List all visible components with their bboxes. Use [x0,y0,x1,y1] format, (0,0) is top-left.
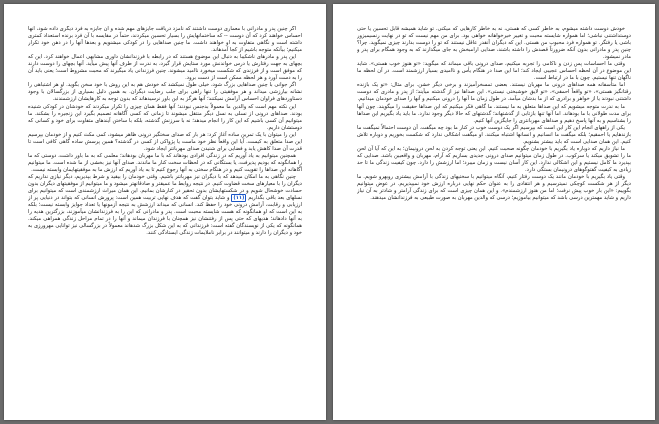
paragraph: ما نیاز داریم که دوباره یاد بگیریم با خودمان چگونه صحبت کنیم. این یعنی توجه کردن به لحن درونیمان؛ به این که آیا آن لحن ما را تشویق میکند یا سرکوب. در طول زمان میتوانیم صدای درونی جدیدی بسازیم که آرام، مهربان و واقعبین باشد. صدایی که بپذیرد ما کامل نیستیم و این اشکالی ندارد. این کار آسان نیست و زمان میبرد؛ اما ارزشش را دارد. چون کیفیت زندگی ما تا حد زیادی به کیفیت گفتوگوهای درونیمان بستگی دارد. [357,145,631,173]
right-page [333,4,655,420]
closing-line: فرزندانی که به این شکل بزرگ شدهاند معمولاً در بزرگسالی نیز توانایی مهرورزی به خود و دیگران را دارند و میتوانند در برابر ناملایمات زندگی ایستادگی کنند. [28,223,302,237]
left-page-text-column [28,26,302,410]
paragraph: اگر چنین پدر و مادرانی با معماری دوست داشتند که نامزد دریافت جایزهای مهم شده و آن جایزه به فرد دیگری داده شود، آنها احساس خواهند کرد که آن دوست -- که ساختمانهایش را بسیار تحسین میکردند، حتماً در مقایسه با آن فرد برنده استعداد کمتری داشته است و نگاهی متفاوت به او خواهند داشت. ما چنین صداهایی را در کودکی میشنویم و بعدها آنها را در ذهن خود تکرار میکنیم؛ بیآنکه متوجه باشیم از کجا آمدهاند. [28,26,302,54]
paragraph: وقتی یاد بگیریم با خودمان مانند یک دوست رفتار کنیم، آنگاه میتوانیم با سختیهای زندگی با آرامش بیشتری روبهرو شویم. ما دیگر از هر شکست کوچکی نمیترسیم و هر انتقادی را به عنوان حکم نهایی درباره ارزش خود نمیپذیریم. در عوض میتوانیم بگوییم: «این بار خوب پیش نرفت؛ اما من هنوز ارزشمندم». و این همان چیزی است که برای زندگی آرامتر و شادتر به آن نیاز داریم و شاید مهمترین درسی باشد که میتوانیم بیاموزیم؛ درسی که والدین مهربان به صورت طبیعی به فرزندانشان میدهند. [357,173,631,202]
paragraph: وقتی ما احساسات پس زدن و ناکامی را تجربه میکنیم، صدای درونی باقی میماند که میگوید: «تو هنوز خوب هستی». شاید این موضوع در آن لحظه احساس عجیبی ایجاد کند؛ اما این صدا در هنگام یأس و ناامیدی بسیار ارزشمند است. در آن لحظه ما ناگهان تنها نیستیم. چون با ما در ارتباط است. [357,61,631,82]
right-page-text-column [357,26,631,410]
paragraph: همچنین میتوانیم به یاد آوریم که در زندگی افرادی بودهاند که با ما مهربان بودهاند؛ معلمی که به ما باور داشت، دوستی که ما را همانگونه که بودیم پذیرفت، یا بستگانی که در لحظات سخت کنار ما ماندند. صدای آنها نیز بخشی از ما شده است. ما میتوانیم آگاهانه این صداها را تقویت کنیم و در هنگام سختی به آنها رجوع کنیم تا به یاد آوریم که ارزش ما به موفقیتهایمان وابسته نیست. [28,152,302,173]
paragraph: یکی از راههای انجام این کار این است که بپرسیم اگر یک دوست خوب در کنار ما بود چه میگفت. آن دوست احتمالاً نمیگفت ما بازندهایم یا احمقیم؛ بلکه میگفت ما انسانیم و انسانها اشتباه میکنند. او میگفت اشکالی ندارد که شکست بخوریم و دوباره تلاش کنیم. این همان صدایی است که باید بیشتر بشنویم. [357,124,631,145]
paragraph: این نکته مهم است که والدین ما معمولاً بدجنس نبودند؛ آنها فقط همان چیزی را تکرار میکردند که خودشان در کودکی شنیده بودند. صداهای درونی از نسلی به نسل دیگر منتقل میشوند تا زمانی که کسی آگاهانه تصمیم بگیرد این زنجیره را بشکند. ما میتوانیم آن کسی باشیم که این کار را انجام میدهد؛ نه با سرزنش گذشته، بلکه با ساختن آیندهای متفاوت برای خود و کسانی که دوستشان داریم. [28,103,302,131]
paragraph-text: و شاید بتوان گفت که هدف نهایی تربیت همین است: پرورش انسانی که بتواند در دنیایی پر از ارزیابی و رقابت، آرامش درونی خود را حفظ کند. انسانی که میداند ارزشش به نتیجه آزمونها یا تعداد جوایز وابسته نیست؛ بلکه به این است که او همانگونه که هست شایسته محبت است. پدر و مادرانی که این را به فرزندانشان میآموزند، بزرگترین هدیه را به آنها دادهاند؛ هدیهای که حتی پس از رفتنشان نیز همچنان با فرزندان میماند و آنها را در تمام مراحل زندگی همراهی میکند. همانگونه که یکی از نویسندگان گفته است: [28,195,302,230]
paragraph: این پدر و مادرهای ناشکیبا به دنبال این موضوع هستند که در رابطه با فرزندانشان داوری مشابهی اعمال خواهند کرد. این که بچهای به جهت رفتارش یا درس خواندنش مورد ستایش قرار گیرد، به ندرت از طرف آنها پیش میآید. آنها بچهای را دوست دارند که موفق است و از فرزندی که شکست میخورد ناامید میشوند. چنین فرزندانی یاد میگیرند که محبت مشروط است؛ یعنی باید آن را به دست آورد و هر لحظه ممکن است از دست برود. [28,54,302,82]
footnote-marker[interactable]: (۱۱) [233,195,245,202]
paragraph: خودش دوست داشته میشوم، به خاطر کسی که هستی، نه به خاطر کارهایی که میکنی. تو شاید همیشه قابل تحسین یا حتی دوستداشتنی نباشی؛ اما همواره شایسته محبت و تغییر خیرخواهانه خواهی بود. برای من مهم نیست که تو در نهایت رنسیمیزور باشی یا رفتگر. تو همواره فرد محبوب من هستی. این که دیگران آنقدر عاقل نیستند که تو را دوست بدارند چیزی نمیگوید. چرا؟ چنین پدر و مادرانی بدون آنکه ضرورتاً قصدش را داشته باشند، صدایی ارامبخش به جای میگذارند که به وجود همگام برای پدر و مادر نمیشود. [357,26,631,61]
paragraph: این را میتوان با یک تمرین ساده آغاز کرد: هر بار که صدای سختگیر درونی ظاهر میشود، کمی مکث کنیم و از خودمان بپرسیم این صدا متعلق به کیست. آیا این واقعاً نظر خود ماست یا پژواکی از کسی در گذشته؟ همین پرسش ساده گاهی کافی است تا قدرت آن صدا کاهش یابد و فضایی برای شنیدن صدای مهربانتر ایجاد شود. [28,131,302,152]
paragraph: اگر جوانی با چنین صداهایی بزرگ شود، خیلی طول نمیکشد که خودش هم به این روش با خود سخن بگوید. او هر اشتباهی را نشانه بیارزشی میداند و هر موفقیتی را تنها راهی برای جلب رضایت دیگران. به همین دلیل بسیاری از بزرگسالان با وجود دستاوردهای فراوان احساس آرامش نمیکنند؛ آنها هرگز به این باور نرسیدهاند که بدون توجه به کارهایشان ارزشمندند. [28,82,302,103]
left-page [4,4,326,420]
paragraph: اما متأسفانه همه صداهای درونی ما مهربان نیستند. بعضی تمسخرآمیزند و برخی دیگر خشن. برای مثال: «تو یک بازنده رقتانگیز هستی»، «تو واقعاً احمقی»، «تو لایق خوشبختی نیستی». این صداها نیز از گذشته میآیند؛ از پدر و مادری که دوست داشتنی نبودند یا از خواهر و برادری که از ما بدشان میآمد. در طول زمان ما آنها را درونی میکنیم و آنها را صدای خودمان میدانیم. [357,82,631,103]
paragraph-text: چنین نگاهی به ما امکان میدهد که با دیگران نیز مهربانتر باشیم. وقتی خودمان را بیقید و شرط بپذیریم، دیگر نیازی نداریم که دیگران را با معیارهای سخت قضاوت کنیم. در نتیجه روابط ما عمیقتر و صادقانهتر میشود و ما میتوانیم از موفقیتهای دیگران بدون حسادت خوشحال شویم و در شکستهایشان بدون تحقیر در کنارشان بمانیم. این همان میراث ارزشمندی است که میتوانیم برای نسلهای بعد باقی بگذاریم [28,173,302,202]
paragraph [28,174,302,237]
paragraph: ما به ندرت متوجه میشویم که این صداها متعلق به ما نیستند. ما گاهی فکر میکنیم که این صداها حقیقت را میگویند. چون آنها برای مدت طولانی با ما بودهاند. اما آنها تنها بازتابی از گذشتهاند؛ گذشتهای که حالا دیگر وجود ندارد. ما باید یاد بگیریم این صداها را بشناسیم و به آنها پاسخ دهیم و صداهای مهربانتری را جایگزین آنها کنیم. [357,103,631,124]
